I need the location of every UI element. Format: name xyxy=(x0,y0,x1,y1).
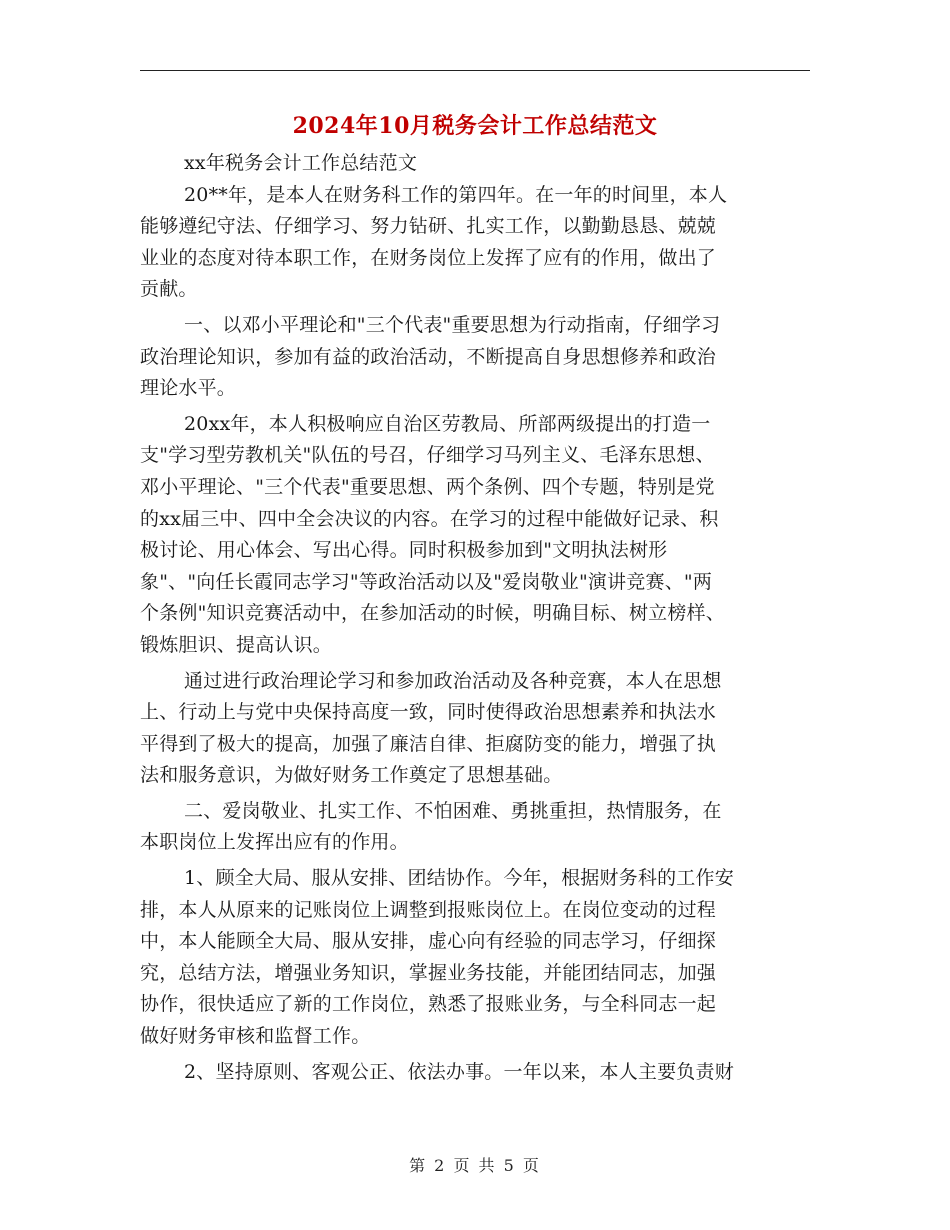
document-title: 2024年10月税务会计工作总结范文 xyxy=(292,113,658,139)
text-line: 支"学习型劳教机关"队伍的号召，仔细学习马列主义、毛泽东思想、 xyxy=(140,444,715,467)
paragraph xyxy=(140,148,810,180)
text-line: 1、顾全大局、服从安排、团结协作。今年，根据财务科的工作安 xyxy=(184,867,734,890)
text-line: 贡献。 xyxy=(140,278,198,301)
paragraph xyxy=(140,666,810,792)
header-rule xyxy=(140,70,810,71)
text-line: 业业的态度对待本职工作，在财务岗位上发挥了应有的作用，做出了 xyxy=(140,246,717,269)
text-line: 2、坚持原则、客观公正、依法办事。一年以来，本人主要负责财 xyxy=(184,1060,734,1083)
text-line: 本职岗位上发挥出应有的作用。 xyxy=(140,831,409,854)
text-line: 协作，很快适应了新的工作岗位，熟悉了报账业务，与全科同志一起 xyxy=(140,993,717,1016)
text-line: 20xx年，本人积极响应自治区劳教局、所部两级提出的打造一 xyxy=(184,412,711,435)
text-line: 的xx届三中、四中全会决议的内容。在学习的过程中能做好记录、积 xyxy=(140,507,719,530)
text-line: xx年税务会计工作总结范文 xyxy=(184,152,418,174)
paragraph xyxy=(140,796,810,859)
paragraph xyxy=(140,409,810,662)
text-line: 究，总结方法，增强业务知识，掌握业务技能，并能团结同志，加强 xyxy=(140,961,717,984)
text-line: 平得到了极大的提高，加强了廉洁自律、拒腐防变的能力，增强了执 xyxy=(140,732,717,755)
text-line: 极讨论、用心体会、写出心得。同时积极参加到"文明执法树形 xyxy=(140,539,668,562)
text-line: 锻炼胆识、提高认识。 xyxy=(140,633,333,656)
paragraph xyxy=(140,863,810,1053)
page-footer: 第 2 页 共 5 页 xyxy=(409,1156,541,1175)
paragraph xyxy=(140,1057,810,1089)
paragraph xyxy=(140,180,810,306)
text-line: 象"、"向任长霞同志学习"等政治活动以及"爱岗敬业"演讲竞赛、"两 xyxy=(140,570,713,593)
text-line: 一、以邓小平理论和"三个代表"重要思想为行动指南，仔细学习 xyxy=(184,313,721,336)
text-line: 中，本人能顾全大局、服从安排，虚心向有经验的同志学习，仔细探 xyxy=(140,930,717,953)
text-line: 20**年，是本人在财务科工作的第四年。在一年的时间里，本人 xyxy=(184,183,728,206)
text-line: 政治理论知识，参加有益的政治活动，不断提高自身思想修养和政治 xyxy=(140,345,717,368)
text-line: 邓小平理论、"三个代表"重要思想、两个条例、四个专题，特别是党 xyxy=(140,475,715,498)
text-line: 法和服务意识，为做好财务工作奠定了思想基础。 xyxy=(140,764,563,787)
text-line: 理论水平。 xyxy=(140,377,237,400)
paragraph xyxy=(140,310,810,405)
text-line: 做好财务审核和监督工作。 xyxy=(140,1025,371,1048)
text-line: 个条例"知识竞赛活动中，在参加活动的时候，明确目标、树立榜样、 xyxy=(140,602,725,625)
document-body xyxy=(140,148,810,1088)
text-line: 能够遵纪守法、仔细学习、努力钻研、扎实工作，以勤勤恳恳、兢兢 xyxy=(140,215,717,238)
text-line: 通过进行政治理论学习和参加政治活动及各种竞赛，本人在思想 xyxy=(184,669,722,692)
text-line: 二、爱岗敬业、扎实工作、不怕困难、勇挑重担，热情服务，在 xyxy=(184,799,722,822)
text-line: 排，本人从原来的记账岗位上调整到报账岗位上。在岗位变动的过程 xyxy=(140,898,717,921)
text-line: 上、行动上与党中央保持高度一致，同时使得政治思想素养和执法水 xyxy=(140,701,717,724)
